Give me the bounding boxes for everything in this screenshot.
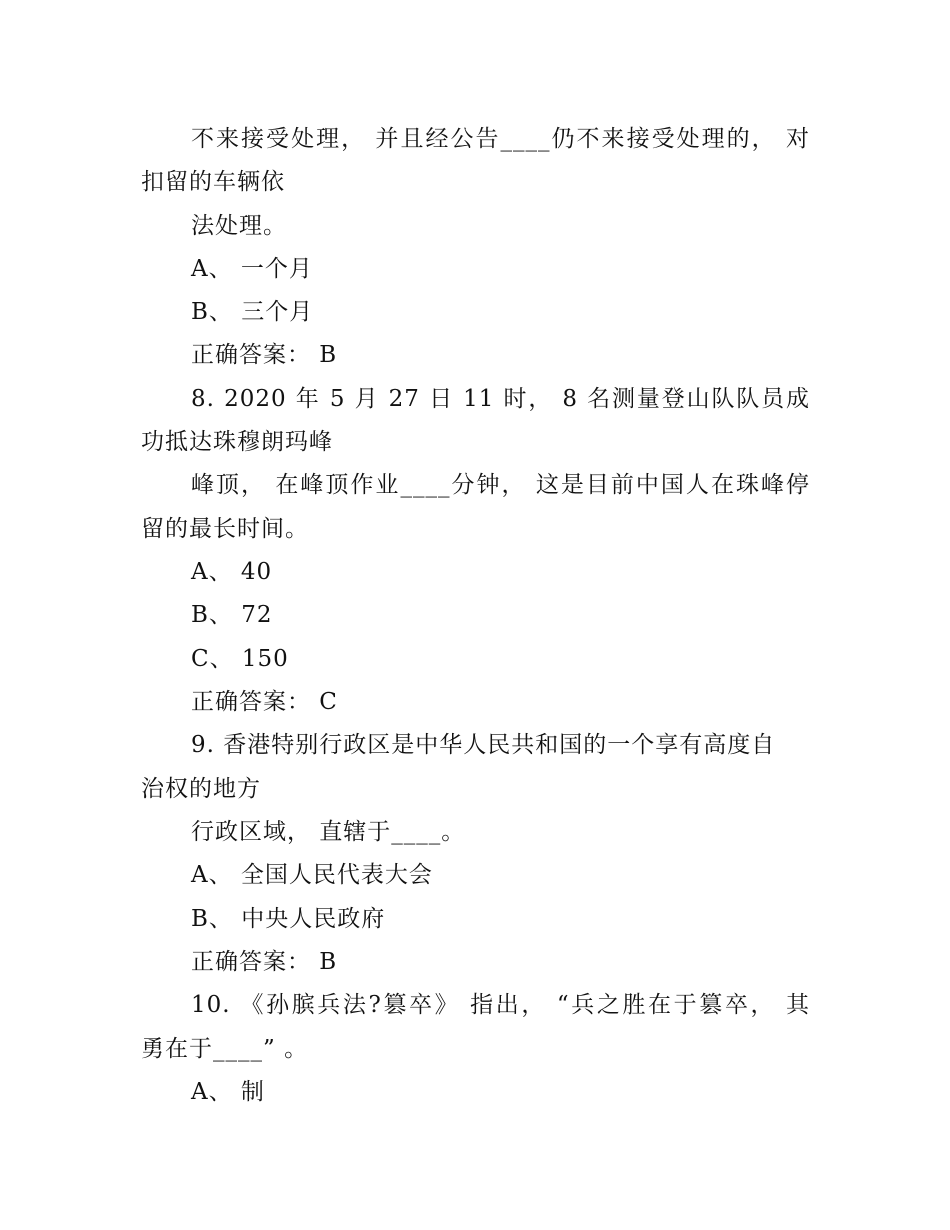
- q7-text-line-3: 法处理。: [191, 213, 287, 239]
- q9-option-a: A、 全国人民代表大会: [191, 862, 433, 888]
- q8-option-a: A、 40: [191, 559, 273, 585]
- q7-option-a: A、 一个月: [191, 256, 313, 282]
- q8-text-line-4: 留的最长时间。: [141, 516, 309, 542]
- q7-text-line-2: 扣留的车辆依: [141, 169, 285, 195]
- q7-answer: 正确答案： B: [191, 342, 338, 368]
- q10-option-a: A、 制: [191, 1079, 265, 1105]
- q9-option-b: B、 中央人民政府: [191, 906, 386, 932]
- q8-text-line-1: 8. 2020 年 5 月 27 日 11 时， 8 名测量登山队队员成: [191, 386, 810, 412]
- q9-answer: 正确答案： B: [191, 949, 338, 975]
- q10-text-line-2: 勇在于____” 。: [141, 1036, 309, 1062]
- q10-text-line-1: 10. 《孙膑兵法?篡卒》 指出， “兵之胜在于篡卒， 其: [191, 992, 810, 1018]
- q8-answer: 正确答案： C: [191, 689, 338, 715]
- q7-option-b: B、 三个月: [191, 299, 314, 325]
- q9-text-line-2: 治权的地方: [141, 776, 261, 802]
- q9-text-line-3: 行政区域， 直辖于____。: [191, 819, 466, 845]
- q9-text-line-1: 9. 香港特别行政区是中华人民共和国的一个享有高度自: [191, 732, 776, 758]
- q8-option-c: C、 150: [191, 646, 289, 672]
- q7-text-line-1: 不来接受处理， 并且经公告____仍不来接受处理的， 对: [191, 126, 810, 152]
- q8-text-line-3: 峰顶， 在峰顶作业____分钟， 这是目前中国人在珠峰停: [191, 472, 810, 498]
- q8-option-b: B、 72: [191, 602, 273, 628]
- q8-text-line-2: 功抵达珠穆朗玛峰: [141, 429, 333, 455]
